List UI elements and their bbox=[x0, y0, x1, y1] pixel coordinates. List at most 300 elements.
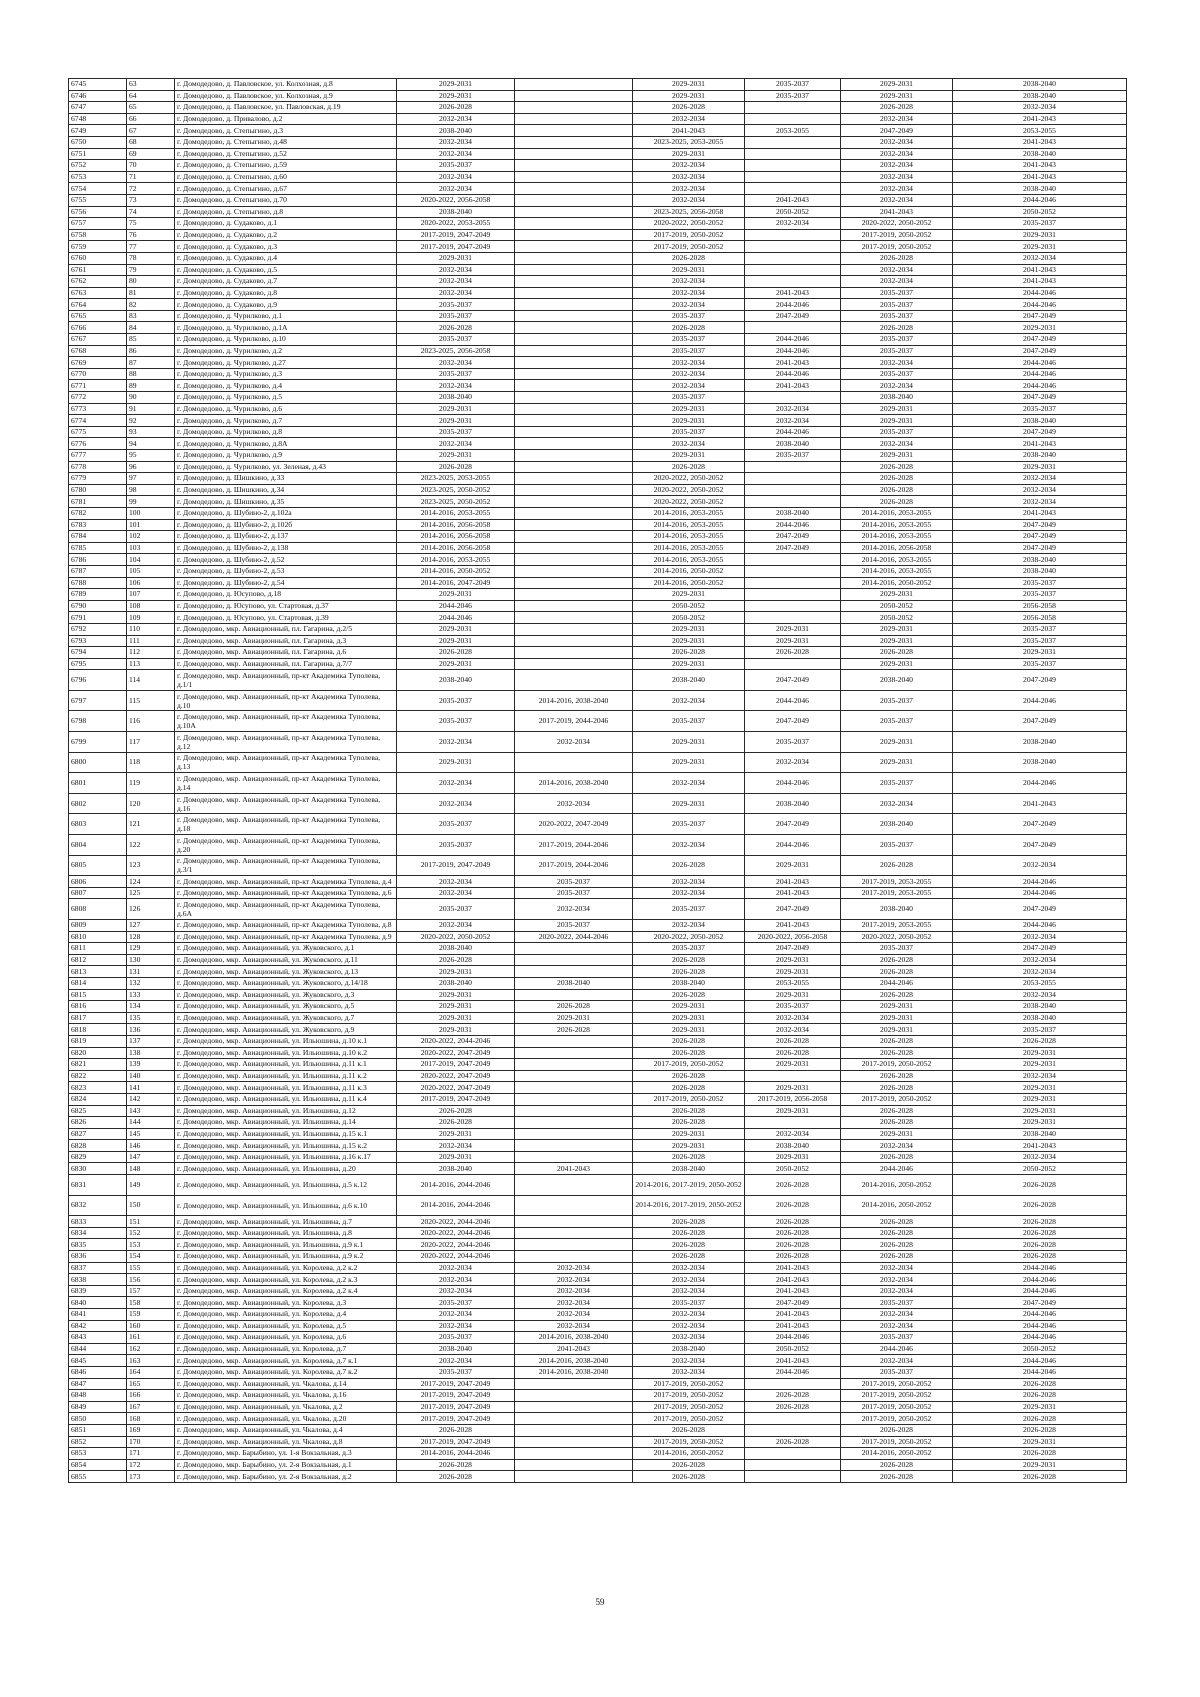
period-col-2 bbox=[515, 206, 633, 218]
list-number: 158 bbox=[127, 1297, 175, 1309]
period-col-2 bbox=[515, 658, 633, 670]
table-row bbox=[69, 218, 1127, 230]
period-col-2 bbox=[515, 102, 633, 114]
table-row bbox=[69, 1024, 1127, 1036]
list-number: 148 bbox=[127, 1163, 175, 1175]
period-col-4: 2038-2040 bbox=[745, 1140, 841, 1152]
period-col-3: 2029-2031 bbox=[633, 589, 745, 601]
registry-number: 6768 bbox=[69, 345, 127, 357]
period-col-5: 2032-2034 bbox=[841, 1140, 953, 1152]
period-col-6: 2038-2040 bbox=[953, 90, 1127, 102]
period-col-1: 2035-2037 bbox=[397, 426, 515, 438]
period-col-3: 2014-2016, 2053-2055 bbox=[633, 507, 745, 519]
table-row bbox=[69, 461, 1127, 473]
period-col-4: 2029-2031 bbox=[745, 966, 841, 978]
registry-number: 6777 bbox=[69, 450, 127, 462]
address-cell: г. Домодедово, д. Чурилково, д.2 bbox=[175, 345, 397, 357]
registry-number: 6757 bbox=[69, 218, 127, 230]
address-cell: г. Домодедово, мкр. Авиационный, ул. Жуковского, д.9 bbox=[175, 1024, 397, 1036]
list-number: 89 bbox=[127, 380, 175, 392]
period-col-6: 2032-2034 bbox=[953, 1151, 1127, 1163]
address-cell: г. Домодедово, д. Судаково, д.1 bbox=[175, 218, 397, 230]
period-col-5: 2032-2034 bbox=[841, 1285, 953, 1297]
period-col-2: 2014-2016, 2038-2040 bbox=[515, 1332, 633, 1344]
list-number: 74 bbox=[127, 206, 175, 218]
registry-number: 6812 bbox=[69, 954, 127, 966]
period-col-1: 2026-2028 bbox=[397, 1105, 515, 1117]
period-col-4: 2038-2040 bbox=[745, 507, 841, 519]
list-number: 137 bbox=[127, 1035, 175, 1047]
period-col-6: 2032-2034 bbox=[953, 102, 1127, 114]
period-col-2 bbox=[515, 1140, 633, 1152]
address-cell: г. Домодедово, д. Павловское, ул. Колхозная, д.9 bbox=[175, 90, 397, 102]
period-col-1: 2026-2028 bbox=[397, 461, 515, 473]
registry-number: 6817 bbox=[69, 1012, 127, 1024]
period-col-5: 2026-2028 bbox=[841, 1082, 953, 1094]
period-col-6: 2044-2046 bbox=[953, 1262, 1127, 1274]
period-col-5: 2026-2028 bbox=[841, 473, 953, 485]
table-row bbox=[69, 899, 1127, 920]
period-col-6: 2026-2028 bbox=[953, 1227, 1127, 1239]
table-row bbox=[69, 1195, 1127, 1216]
period-col-4: 2032-2034 bbox=[745, 752, 841, 773]
period-col-5: 2035-2037 bbox=[841, 287, 953, 299]
address-cell: г. Домодедово, мкр. Авиационный, пр-кт Академика Туполева, д.20 bbox=[175, 835, 397, 856]
period-col-3: 2026-2028 bbox=[633, 1082, 745, 1094]
address-cell: г. Домодедово, мкр. Авиационный, ул. Ильюшина, д.11 к.1 bbox=[175, 1059, 397, 1071]
period-col-2 bbox=[515, 1059, 633, 1071]
period-col-3: 2032-2034 bbox=[633, 1274, 745, 1286]
period-col-6: 2029-2031 bbox=[953, 1105, 1127, 1117]
period-col-2 bbox=[515, 136, 633, 148]
period-col-2 bbox=[515, 160, 633, 172]
table-row bbox=[69, 1436, 1127, 1448]
address-cell: г. Домодедово, мкр. Авиационный, ул. Ильюшина, д.15 к.2 bbox=[175, 1140, 397, 1152]
period-col-6: 2038-2040 bbox=[953, 450, 1127, 462]
registry-number: 6854 bbox=[69, 1459, 127, 1471]
address-cell: г. Домодедово, мкр. Авиационный, пр-кт Академика Туполева, д.10 bbox=[175, 690, 397, 711]
period-col-4: 2041-2043 bbox=[745, 357, 841, 369]
period-col-5: 2032-2034 bbox=[841, 357, 953, 369]
period-col-1: 2017-2019, 2047-2049 bbox=[397, 855, 515, 876]
list-number: 171 bbox=[127, 1448, 175, 1460]
registry-number: 6816 bbox=[69, 1001, 127, 1013]
address-cell: г. Домодедово, мкр. Авиационный, ул. Ильюшина, д.5 к.12 bbox=[175, 1175, 397, 1196]
period-col-1: 2020-2022, 2044-2046 bbox=[397, 1239, 515, 1251]
list-number: 96 bbox=[127, 461, 175, 473]
period-col-4 bbox=[745, 1413, 841, 1425]
period-col-6: 2044-2046 bbox=[953, 1355, 1127, 1367]
period-col-1: 2020-2022, 2044-2046 bbox=[397, 1035, 515, 1047]
address-cell: г. Домодедово, д. Привалово, д.2 bbox=[175, 113, 397, 125]
period-col-1: 2029-2031 bbox=[397, 403, 515, 415]
period-col-5: 2026-2028 bbox=[841, 1459, 953, 1471]
period-col-4: 2029-2031 bbox=[745, 954, 841, 966]
registry-number: 6836 bbox=[69, 1251, 127, 1263]
address-cell: г. Домодедово, д. Чурилково, д.1А bbox=[175, 322, 397, 334]
period-col-5: 2017-2019, 2050-2052 bbox=[841, 1093, 953, 1105]
period-col-2: 2032-2034 bbox=[515, 1262, 633, 1274]
list-number: 114 bbox=[127, 670, 175, 691]
period-col-1: 2017-2019, 2047-2049 bbox=[397, 229, 515, 241]
period-col-6: 2038-2040 bbox=[953, 1128, 1127, 1140]
table-row bbox=[69, 1239, 1127, 1251]
period-col-4: 2041-2043 bbox=[745, 194, 841, 206]
address-cell: г. Домодедово, мкр. Авиационный, ул. Ильюшина, д.11 к.3 bbox=[175, 1082, 397, 1094]
period-col-5: 2026-2028 bbox=[841, 322, 953, 334]
registry-number: 6794 bbox=[69, 647, 127, 659]
period-col-2 bbox=[515, 1117, 633, 1129]
period-col-1: 2032-2034 bbox=[397, 1140, 515, 1152]
table-row bbox=[69, 1274, 1127, 1286]
list-number: 107 bbox=[127, 589, 175, 601]
period-col-4: 2041-2043 bbox=[745, 1309, 841, 1321]
list-number: 84 bbox=[127, 322, 175, 334]
period-col-6: 2047-2049 bbox=[953, 711, 1127, 732]
period-col-1: 2020-2022, 2044-2046 bbox=[397, 1216, 515, 1228]
list-number: 161 bbox=[127, 1332, 175, 1344]
registry-number: 6753 bbox=[69, 171, 127, 183]
address-cell: г. Домодедово, д. Чурилково, д.4 bbox=[175, 380, 397, 392]
registry-number: 6837 bbox=[69, 1262, 127, 1274]
period-col-6: 2026-2028 bbox=[953, 1239, 1127, 1251]
period-col-2 bbox=[515, 90, 633, 102]
period-col-3: 2026-2028 bbox=[633, 1105, 745, 1117]
period-col-5: 2038-2040 bbox=[841, 392, 953, 404]
period-col-5: 2029-2031 bbox=[841, 1012, 953, 1024]
period-col-5: 2035-2037 bbox=[841, 334, 953, 346]
table-row bbox=[69, 612, 1127, 624]
table-row bbox=[69, 711, 1127, 732]
registry-number: 6796 bbox=[69, 670, 127, 691]
address-cell: г. Домодедово, д. Чурилково, д.8 bbox=[175, 426, 397, 438]
registry-number: 6832 bbox=[69, 1195, 127, 1216]
address-cell: г. Домодедово, мкр. Авиационный, ул. Королева, д.5 bbox=[175, 1320, 397, 1332]
period-col-1: 2014-2016, 2056-2058 bbox=[397, 542, 515, 554]
address-cell: г. Домодедово, д. Юсупово, д.18 bbox=[175, 589, 397, 601]
table-row bbox=[69, 368, 1127, 380]
table-row bbox=[69, 1105, 1127, 1117]
period-col-3: 2029-2031 bbox=[633, 1024, 745, 1036]
period-col-1: 2032-2034 bbox=[397, 920, 515, 932]
period-col-3: 2014-2016, 2053-2055 bbox=[633, 554, 745, 566]
registry-number: 6815 bbox=[69, 989, 127, 1001]
list-number: 102 bbox=[127, 531, 175, 543]
list-number: 97 bbox=[127, 473, 175, 485]
list-number: 65 bbox=[127, 102, 175, 114]
period-col-3: 2029-2031 bbox=[633, 264, 745, 276]
period-col-6: 2050-2052 bbox=[953, 1343, 1127, 1355]
address-cell: г. Домодедово, мкр. Авиационный, ул. Королева, д.7 bbox=[175, 1343, 397, 1355]
period-col-3: 2026-2028 bbox=[633, 647, 745, 659]
period-col-1: 2026-2028 bbox=[397, 322, 515, 334]
period-col-5: 2041-2043 bbox=[841, 206, 953, 218]
list-number: 117 bbox=[127, 732, 175, 753]
period-col-1: 2026-2028 bbox=[397, 1424, 515, 1436]
period-col-3: 2035-2037 bbox=[633, 426, 745, 438]
period-col-1: 2017-2019, 2047-2049 bbox=[397, 1413, 515, 1425]
period-col-5: 2035-2037 bbox=[841, 310, 953, 322]
registry-number: 6769 bbox=[69, 357, 127, 369]
period-col-3: 2014-2016, 2050-2052 bbox=[633, 577, 745, 589]
period-col-6: 2047-2049 bbox=[953, 899, 1127, 920]
address-cell: г. Домодедово, д. Судаково, д.9 bbox=[175, 299, 397, 311]
period-col-5: 2014-2016, 2056-2058 bbox=[841, 542, 953, 554]
period-col-1: 2017-2019, 2047-2049 bbox=[397, 1401, 515, 1413]
period-col-1: 2023-2025, 2050-2052 bbox=[397, 484, 515, 496]
period-col-4 bbox=[745, 1459, 841, 1471]
list-number: 111 bbox=[127, 635, 175, 647]
registry-number: 6825 bbox=[69, 1105, 127, 1117]
table-row bbox=[69, 773, 1127, 794]
period-col-3: 2038-2040 bbox=[633, 1343, 745, 1355]
list-number: 130 bbox=[127, 954, 175, 966]
period-col-1: 2017-2019, 2047-2049 bbox=[397, 1436, 515, 1448]
table-row bbox=[69, 148, 1127, 160]
period-col-1: 2014-2016, 2044-2046 bbox=[397, 1195, 515, 1216]
period-col-3: 2026-2028 bbox=[633, 461, 745, 473]
period-col-2 bbox=[515, 287, 633, 299]
period-col-6: 2038-2040 bbox=[953, 752, 1127, 773]
registry-number: 6795 bbox=[69, 658, 127, 670]
period-col-6: 2029-2031 bbox=[953, 1401, 1127, 1413]
registry-number: 6746 bbox=[69, 90, 127, 102]
period-col-5: 2035-2037 bbox=[841, 1332, 953, 1344]
table-row bbox=[69, 1262, 1127, 1274]
address-cell: г. Домодедово, д. Чурилково, д.5 bbox=[175, 392, 397, 404]
list-number: 76 bbox=[127, 229, 175, 241]
registry-number: 6824 bbox=[69, 1093, 127, 1105]
period-col-6: 2038-2040 bbox=[953, 554, 1127, 566]
period-col-5: 2014-2016, 2053-2055 bbox=[841, 554, 953, 566]
period-col-3: 2050-2052 bbox=[633, 600, 745, 612]
period-col-2: 2014-2016, 2038-2040 bbox=[515, 1355, 633, 1367]
address-cell: г. Домодедово, мкр. Авиационный, ул. Королева, д.2 к.4 bbox=[175, 1285, 397, 1297]
address-cell: г. Домодедово, д. Юсупово, ул. Стартовая, д.39 bbox=[175, 612, 397, 624]
period-col-5: 2032-2034 bbox=[841, 171, 953, 183]
period-col-4 bbox=[745, 1070, 841, 1082]
period-col-5: 2026-2028 bbox=[841, 496, 953, 508]
address-cell: г. Домодедово, д. Чурилково, д.9 bbox=[175, 450, 397, 462]
list-number: 85 bbox=[127, 334, 175, 346]
table-row bbox=[69, 647, 1127, 659]
period-col-3: 2029-2031 bbox=[633, 450, 745, 462]
list-number: 75 bbox=[127, 218, 175, 230]
period-col-2 bbox=[515, 264, 633, 276]
registry-number: 6842 bbox=[69, 1320, 127, 1332]
period-col-2: 2014-2016, 2038-2040 bbox=[515, 690, 633, 711]
period-col-3: 2029-2031 bbox=[633, 403, 745, 415]
period-col-5: 2029-2031 bbox=[841, 732, 953, 753]
list-number: 92 bbox=[127, 415, 175, 427]
registry-number: 6783 bbox=[69, 519, 127, 531]
period-col-5: 2032-2034 bbox=[841, 1262, 953, 1274]
period-col-6: 2041-2043 bbox=[953, 264, 1127, 276]
period-col-3: 2035-2037 bbox=[633, 392, 745, 404]
registry-number: 6762 bbox=[69, 276, 127, 288]
registry-number: 6786 bbox=[69, 554, 127, 566]
table-row bbox=[69, 1413, 1127, 1425]
period-col-5: 2026-2028 bbox=[841, 989, 953, 1001]
address-cell: г. Домодедово, мкр. Авиационный, ул. Ильюшина, д.10 к.1 bbox=[175, 1035, 397, 1047]
address-cell: г. Домодедово, д. Шубино-2, д.53 bbox=[175, 565, 397, 577]
registry-number: 6804 bbox=[69, 835, 127, 856]
period-col-3: 2032-2034 bbox=[633, 1309, 745, 1321]
period-col-3: 2017-2019, 2050-2052 bbox=[633, 1093, 745, 1105]
period-col-2 bbox=[515, 461, 633, 473]
period-col-4: 2044-2046 bbox=[745, 1366, 841, 1378]
registry-number: 6847 bbox=[69, 1378, 127, 1390]
list-number: 157 bbox=[127, 1285, 175, 1297]
table-row bbox=[69, 966, 1127, 978]
table-row bbox=[69, 1251, 1127, 1263]
page-number: 59 bbox=[595, 1597, 605, 1607]
period-col-4: 2029-2031 bbox=[745, 1082, 841, 1094]
period-col-5: 2029-2031 bbox=[841, 415, 953, 427]
table-row bbox=[69, 507, 1127, 519]
list-number: 104 bbox=[127, 554, 175, 566]
period-col-3: 2023-2025, 2053-2055 bbox=[633, 136, 745, 148]
period-col-5: 2026-2028 bbox=[841, 855, 953, 876]
period-col-5: 2035-2037 bbox=[841, 773, 953, 794]
period-col-3: 2035-2037 bbox=[633, 899, 745, 920]
period-col-1: 2017-2019, 2047-2049 bbox=[397, 1059, 515, 1071]
period-col-2 bbox=[515, 1459, 633, 1471]
period-col-4: 2047-2049 bbox=[745, 711, 841, 732]
period-col-4 bbox=[745, 461, 841, 473]
period-col-1: 2032-2034 bbox=[397, 1320, 515, 1332]
address-cell: г. Домодедово, д. Шишкино, д.34 bbox=[175, 484, 397, 496]
period-col-2: 2032-2034 bbox=[515, 1320, 633, 1332]
period-col-2 bbox=[515, 276, 633, 288]
period-col-1: 2026-2028 bbox=[397, 1471, 515, 1483]
period-col-1: 2032-2034 bbox=[397, 287, 515, 299]
period-col-4 bbox=[745, 183, 841, 195]
period-col-5: 2026-2028 bbox=[841, 1070, 953, 1082]
period-col-6: 2044-2046 bbox=[953, 1274, 1127, 1286]
address-cell: г. Домодедово, д. Чурилково, д.10 bbox=[175, 334, 397, 346]
list-number: 167 bbox=[127, 1401, 175, 1413]
registry-number: 6755 bbox=[69, 194, 127, 206]
period-col-1: 2026-2028 bbox=[397, 1459, 515, 1471]
list-number: 109 bbox=[127, 612, 175, 624]
period-col-6: 2032-2034 bbox=[953, 855, 1127, 876]
period-col-2: 2020-2022, 2047-2049 bbox=[515, 814, 633, 835]
period-col-2 bbox=[515, 1047, 633, 1059]
period-col-1: 2029-2031 bbox=[397, 658, 515, 670]
period-col-2 bbox=[515, 496, 633, 508]
registry-number: 6745 bbox=[69, 79, 127, 91]
period-col-3: 2029-2031 bbox=[633, 90, 745, 102]
table-row bbox=[69, 90, 1127, 102]
period-col-1: 2035-2037 bbox=[397, 814, 515, 835]
period-col-4: 2053-2055 bbox=[745, 125, 841, 137]
address-cell: г. Домодедово, мкр. Авиационный, ул. Жуковского, д.7 bbox=[175, 1012, 397, 1024]
table-row bbox=[69, 1070, 1127, 1082]
registry-number: 6800 bbox=[69, 752, 127, 773]
period-col-1: 2035-2037 bbox=[397, 1366, 515, 1378]
address-cell: г. Домодедово, мкр. Авиационный, ул. Чкалова, д.8 bbox=[175, 1436, 397, 1448]
list-number: 86 bbox=[127, 345, 175, 357]
period-col-1: 2035-2037 bbox=[397, 160, 515, 172]
period-col-2 bbox=[515, 252, 633, 264]
period-col-1: 2032-2034 bbox=[397, 793, 515, 814]
period-col-4: 2038-2040 bbox=[745, 793, 841, 814]
period-col-6: 2038-2040 bbox=[953, 79, 1127, 91]
registry-number: 6823 bbox=[69, 1082, 127, 1094]
period-col-4 bbox=[745, 252, 841, 264]
list-number: 163 bbox=[127, 1355, 175, 1367]
period-col-1: 2032-2034 bbox=[397, 1309, 515, 1321]
period-col-3: 2014-2016, 2050-2052 bbox=[633, 565, 745, 577]
table-row bbox=[69, 484, 1127, 496]
table-row bbox=[69, 276, 1127, 288]
period-col-2 bbox=[515, 577, 633, 589]
period-col-5: 2014-2016, 2053-2055 bbox=[841, 519, 953, 531]
list-number: 155 bbox=[127, 1262, 175, 1274]
period-col-3: 2029-2031 bbox=[633, 148, 745, 160]
period-col-2 bbox=[515, 1128, 633, 1140]
period-col-4: 2041-2043 bbox=[745, 380, 841, 392]
address-cell: г. Домодедово, д. Степыгино, д.70 bbox=[175, 194, 397, 206]
period-col-2 bbox=[515, 299, 633, 311]
list-number: 83 bbox=[127, 310, 175, 322]
period-col-4: 2035-2037 bbox=[745, 1001, 841, 1013]
period-col-4 bbox=[745, 612, 841, 624]
period-col-1: 2032-2034 bbox=[397, 1274, 515, 1286]
period-col-2 bbox=[515, 1378, 633, 1390]
period-col-3: 2032-2034 bbox=[633, 1355, 745, 1367]
registry-number: 6785 bbox=[69, 542, 127, 554]
period-col-5: 2017-2019, 2050-2052 bbox=[841, 229, 953, 241]
period-col-5: 2026-2028 bbox=[841, 1239, 953, 1251]
address-cell: г. Домодедово, мкр. Авиационный, пл. Гагарина, д.7/7 bbox=[175, 658, 397, 670]
table-row bbox=[69, 125, 1127, 137]
list-number: 140 bbox=[127, 1070, 175, 1082]
period-col-1: 2035-2037 bbox=[397, 299, 515, 311]
address-cell: г. Домодедово, мкр. Авиационный, пр-кт Академика Туполева, д.10А bbox=[175, 711, 397, 732]
period-col-3: 2026-2028 bbox=[633, 855, 745, 876]
period-col-5: 2026-2028 bbox=[841, 966, 953, 978]
table-row bbox=[69, 1297, 1127, 1309]
table-row bbox=[69, 943, 1127, 955]
period-col-4: 2032-2034 bbox=[745, 1024, 841, 1036]
period-col-5: 2026-2028 bbox=[841, 1105, 953, 1117]
table-row bbox=[69, 334, 1127, 346]
period-col-2 bbox=[515, 542, 633, 554]
period-col-1: 2029-2031 bbox=[397, 752, 515, 773]
period-col-4: 2047-2049 bbox=[745, 943, 841, 955]
period-col-1: 2032-2034 bbox=[397, 113, 515, 125]
table-row bbox=[69, 229, 1127, 241]
table-row bbox=[69, 577, 1127, 589]
list-number: 125 bbox=[127, 887, 175, 899]
list-number: 136 bbox=[127, 1024, 175, 1036]
period-col-2 bbox=[515, 125, 633, 137]
period-col-3: 2029-2031 bbox=[633, 1012, 745, 1024]
table-row bbox=[69, 1471, 1127, 1483]
list-number: 154 bbox=[127, 1251, 175, 1263]
list-number: 103 bbox=[127, 542, 175, 554]
period-col-1: 2035-2037 bbox=[397, 1297, 515, 1309]
period-col-4 bbox=[745, 113, 841, 125]
period-col-1: 2038-2040 bbox=[397, 125, 515, 137]
address-cell: г. Домодедово, мкр. Барыбино, ул. 1-я Вокзальная, д.3 bbox=[175, 1448, 397, 1460]
address-cell: г. Домодедово, мкр. Авиационный, ул. Королева, д.7 к.1 bbox=[175, 1355, 397, 1367]
period-col-2 bbox=[515, 635, 633, 647]
period-col-5: 2032-2034 bbox=[841, 136, 953, 148]
table-row bbox=[69, 1424, 1127, 1436]
